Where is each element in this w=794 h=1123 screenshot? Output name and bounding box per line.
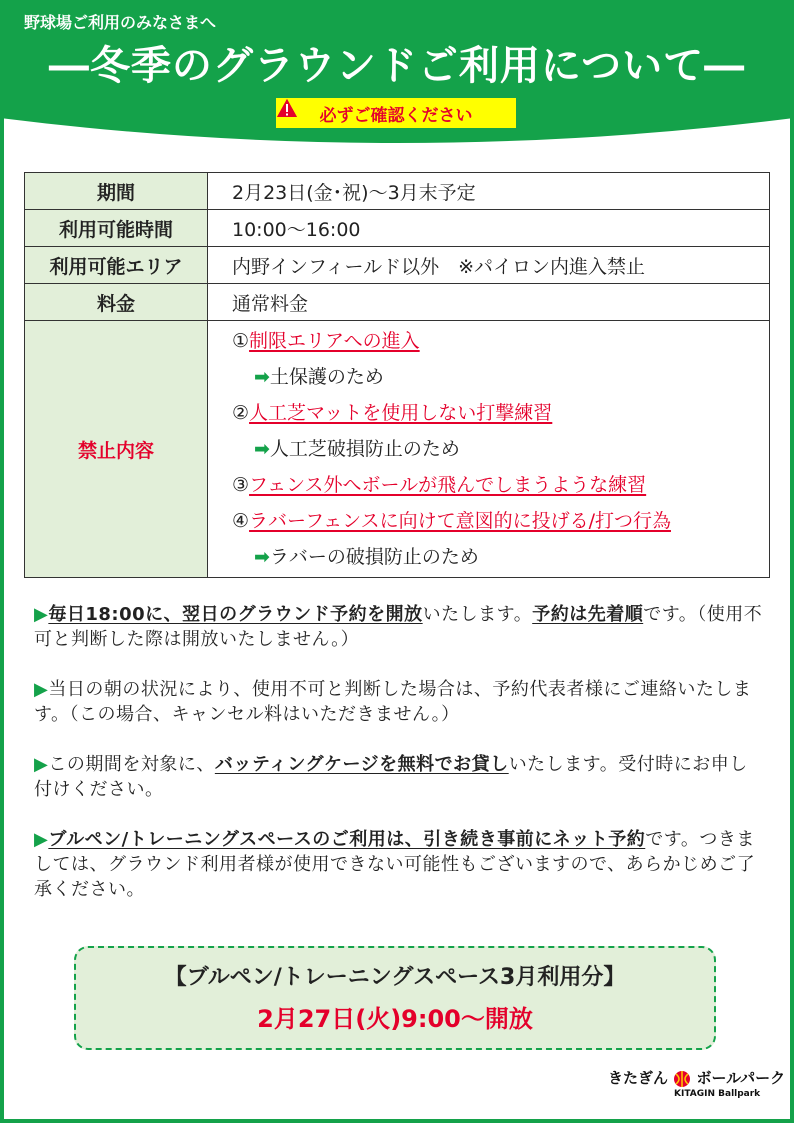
period-value: 2月23日(金･祝)～3月末予定 [208, 173, 770, 210]
note-paragraph [34, 602, 764, 652]
prohibited-reason [232, 431, 769, 467]
note-text: 当日の朝の状況により、使用不可と判断した場合は、予約代表者様にご連絡いたします。（この場合、キャンセル料はいただきません。） [34, 679, 752, 725]
reason-text: ラバーの破損防止のため [269, 546, 479, 568]
reason-text: 土保護のため [269, 366, 384, 388]
arrow-right-icon: ➡ [254, 366, 270, 388]
table-row [25, 321, 770, 578]
item-text: 人工芝マットを使用しない打撃練習 [249, 402, 553, 424]
page-title: ―冬季のグラウンドご利用について― [48, 43, 746, 89]
header-banner [0, 0, 794, 150]
note-text: です。（使用不可と判断した際は開放いたしません。） [34, 604, 763, 650]
reason-text: 人工芝破損防止のため [269, 438, 460, 460]
logo-text-left: きたぎん [608, 1069, 669, 1087]
period-label: 期間 [25, 173, 208, 210]
table-row [25, 284, 770, 321]
note-text: この期間を対象に、 [48, 754, 215, 775]
warning-text: 必ずご確認ください [319, 105, 473, 126]
note-text: です。つきましては、グラウンド利用者様が使用できない可能性もございますので、あらかじめご了承ください。 [34, 829, 756, 900]
logo-text-right: ボールパーク [696, 1069, 786, 1087]
fee-label: 料金 [25, 284, 208, 321]
emphasis-text: ブルペン/トレーニングスペースのご利用は、引き続き事前にネット予約 [48, 829, 646, 850]
note-paragraph [34, 677, 764, 727]
note-paragraph [34, 752, 764, 802]
area-value: 内野インフィールド以外 ※パイロン内進入禁止 [208, 247, 770, 284]
area-label: 利用可能エリア [25, 247, 208, 284]
kitagin-ballpark-logo [608, 1067, 786, 1111]
notes-section [34, 602, 764, 927]
prohibited-item [232, 395, 769, 431]
arrow-right-icon: ➡ [254, 546, 270, 568]
emphasis-text: 予約は先着順 [532, 604, 644, 625]
note-paragraph [34, 827, 764, 902]
item-text: 制限エリアへの進入 [249, 330, 420, 352]
item-number: ④ [232, 510, 250, 532]
logo-english: KITAGIN Ballpark [674, 1089, 761, 1099]
notice-title: 【ブルペン/トレーニングスペース3月利用分】 [164, 965, 626, 990]
note-text: いたします。 [422, 604, 533, 625]
hours-value: 10:00～16:00 [208, 210, 770, 247]
table-row [25, 173, 770, 210]
table-row [25, 247, 770, 284]
item-text: ラバーフェンスに向けて意図的に投げる/打つ行為 [249, 510, 671, 532]
header-subtitle: 野球場ご利用のみなさまへ [24, 13, 217, 32]
prohibited-item [232, 323, 769, 359]
notice-date: 2月27日(火)9:00～開放 [257, 1005, 533, 1033]
item-text: フェンス外へボールが飛んでしまうような練習 [249, 474, 647, 496]
warning-triangle-icon [276, 98, 298, 118]
triangle-bullet-icon: ▶ [34, 829, 49, 850]
prohibited-item [232, 503, 769, 539]
emphasis-text: 毎日18:00に、翌日のグラウンド予約を開放 [48, 604, 423, 625]
logo-japanese [608, 1067, 785, 1088]
item-number: ① [232, 330, 250, 352]
arrow-right-icon: ➡ [254, 438, 270, 460]
ball-icon [673, 1070, 691, 1088]
usage-info-table [24, 172, 770, 578]
fee-value: 通常料金 [208, 284, 770, 321]
note-text: いたします。受付時にお申し付けください。 [34, 754, 748, 800]
table-row [25, 210, 770, 247]
triangle-bullet-icon: ▶ [34, 679, 49, 700]
emphasis-text: バッティングケージを無料でお貸し [214, 754, 509, 775]
prohibited-reason [232, 359, 769, 395]
item-number: ② [232, 402, 250, 424]
prohibited-reason [232, 539, 769, 575]
warning-badge [276, 98, 516, 128]
triangle-bullet-icon: ▶ [34, 754, 49, 775]
prohibited-label: 禁止内容 [25, 321, 208, 578]
triangle-bullet-icon: ▶ [34, 604, 49, 625]
bullpen-notice-box [74, 946, 716, 1050]
prohibited-list [208, 321, 770, 578]
hours-label: 利用可能時間 [25, 210, 208, 247]
item-number: ③ [232, 474, 250, 496]
prohibited-item [232, 467, 769, 503]
